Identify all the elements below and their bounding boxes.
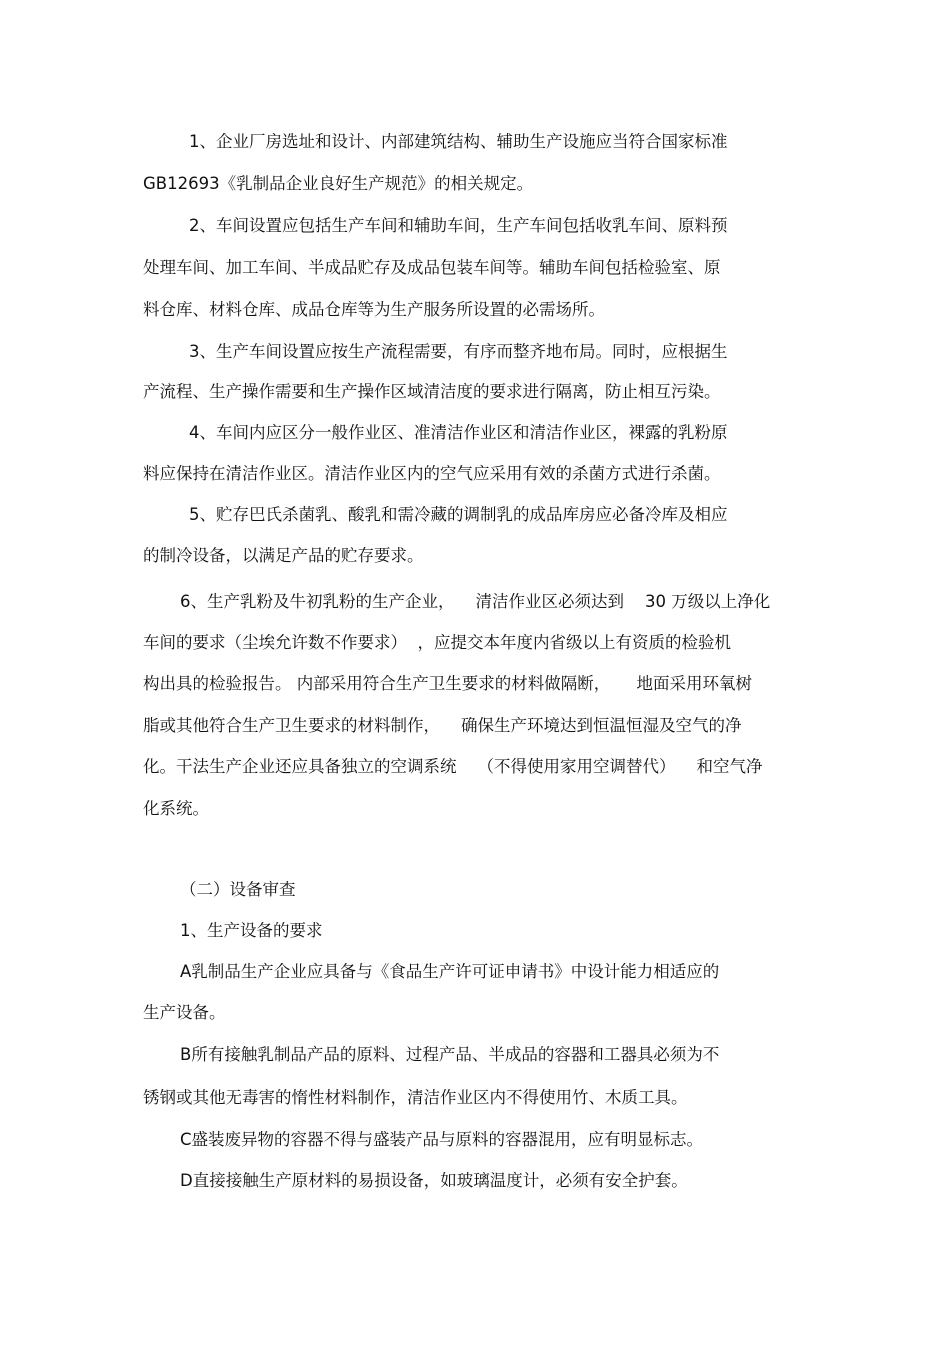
text-line: 生产设备。 — [143, 1003, 226, 1022]
text-line: D直接接触生产原材料的易损设备，如玻璃温度计，必须有安全护套。 — [180, 1171, 688, 1190]
text-line: 处理车间、加工车间、半成品贮存及成品包装车间等。辅助车间包括检验室、原 — [143, 258, 721, 277]
text-line: 料应保持在清洁作业区。清洁作业区内的空气应采用有效的杀菌方式进行杀菌。 — [143, 464, 721, 483]
subsection-heading: 1、生产设备的要求 — [180, 921, 323, 940]
text-line: 构出具的检验报告。 内部采用符合生产卫生要求的材料做隔断， 地面采用环氧树 — [143, 674, 752, 693]
section-heading: （二）设备审查 — [180, 880, 296, 899]
text-line: 6、生产乳粉及牛初乳粉的生产企业， 清洁作业区必须达到 30 万级以上净化 — [180, 592, 771, 611]
text-line: 料仓库、材料仓库、成品仓库等为生产服务所设置的必需场所。 — [143, 300, 605, 319]
text-line: 车间的要求（尘埃允许数不作要求） ，应提交本年度内省级以上有资质的检验机 — [143, 633, 731, 652]
text-line: 化系统。 — [143, 799, 209, 818]
text-line: 的制冷设备，以满足产品的贮存要求。 — [143, 546, 424, 565]
text-line: C盛装废异物的容器不得与盛装产品与原料的容器混用，应有明显标志。 — [180, 1130, 704, 1149]
text-line: 5、贮存巴氏杀菌乳、酸乳和需冷藏的调制乳的成品库房应必备冷库及相应 — [189, 505, 728, 524]
text-line: 1、企业厂房选址和设计、内部建筑结构、辅助生产设施应当符合国家标准 — [189, 132, 728, 151]
text-line: B所有接触乳制品产品的原料、过程产品、半成品的容器和工器具必须为不 — [180, 1045, 720, 1064]
text-line: 化。干法生产企业还应具备独立的空调系统 （不得使用家用空调替代） 和空气净 — [143, 757, 763, 776]
text-line: GB12693《乳制品企业良好生产规范》的相关规定。 — [143, 174, 534, 193]
text-line: 产流程、生产操作需要和生产操作区域清洁度的要求进行隔离，防止相互污染。 — [143, 382, 721, 401]
text-line: 3、生产车间设置应按生产流程需要，有序而整齐地布局。同时，应根据生 — [189, 342, 728, 361]
text-line: 4、车间内应区分一般作业区、准清洁作业区和清洁作业区，裸露的乳粉原 — [189, 423, 728, 442]
text-line: A乳制品生产企业应具备与《食品生产许可证申请书》中设计能力相适应的 — [180, 962, 720, 981]
text-line: 锈钢或其他无毒害的惰性材料制作，清洁作业区内不得使用竹、木质工具。 — [143, 1088, 688, 1107]
text-line: 脂或其他符合生产卫生要求的材料制作， 确保生产环境达到恒温恒湿及空气的净 — [143, 716, 742, 735]
text-line: 2、车间设置应包括生产车间和辅助车间，生产车间包括收乳车间、原料预 — [189, 216, 728, 235]
